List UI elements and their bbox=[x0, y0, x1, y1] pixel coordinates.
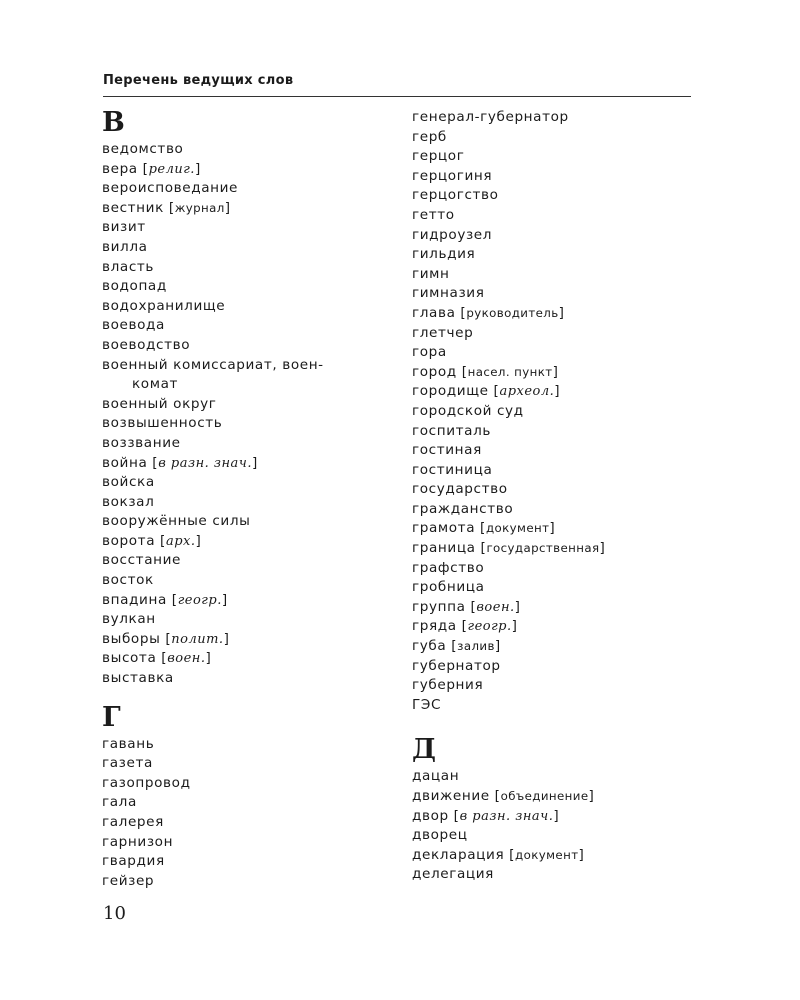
index-entry bbox=[412, 167, 712, 187]
index-entry bbox=[102, 434, 402, 454]
entry-word: вилла bbox=[102, 238, 148, 255]
page-number: 10 bbox=[103, 903, 126, 924]
index-entry bbox=[412, 500, 712, 520]
index-entry bbox=[102, 512, 402, 532]
index-entry bbox=[102, 297, 402, 317]
left-column bbox=[102, 108, 402, 891]
entry-word: грамота bbox=[412, 520, 476, 537]
entry-qualifier: государственная bbox=[486, 541, 600, 556]
entry-word: ГЭС bbox=[412, 696, 442, 713]
index-entry bbox=[102, 610, 402, 630]
entry-qualifier: полит. bbox=[171, 631, 224, 647]
index-entry: война [в разн. знач.] bbox=[102, 454, 258, 471]
entry-word: госпиталь bbox=[412, 422, 492, 439]
header-rule bbox=[103, 96, 691, 97]
entry-word: вооружённые силы bbox=[102, 513, 251, 530]
index-entry bbox=[412, 226, 712, 246]
entry-word: дворец bbox=[412, 827, 468, 844]
index-entry bbox=[102, 813, 402, 833]
index-entry bbox=[102, 258, 402, 278]
entry-word: гора bbox=[412, 344, 447, 361]
index-entry bbox=[412, 147, 712, 167]
entry-word: возвышенность bbox=[102, 415, 223, 432]
index-entry bbox=[102, 735, 402, 755]
entry-word: ведомство bbox=[102, 141, 184, 157]
entry-word: водохранилище bbox=[102, 297, 226, 314]
entry-word: гостиная bbox=[412, 442, 482, 459]
index-entry: группа [воен.] bbox=[412, 598, 521, 615]
section-letter-v: В bbox=[102, 107, 125, 138]
entry-word: городище bbox=[412, 383, 489, 400]
entry-word: выставка bbox=[102, 670, 174, 687]
entry-list-g-part1 bbox=[102, 735, 402, 892]
entry-qualifier: религ. bbox=[148, 161, 195, 177]
entry-list-d bbox=[412, 767, 712, 885]
index-entry bbox=[102, 833, 402, 853]
index-entry bbox=[412, 441, 712, 461]
index-entry: выборы [полит.] bbox=[102, 630, 230, 647]
entry-word: высота bbox=[102, 650, 157, 667]
entry-word: гильдия bbox=[412, 246, 476, 263]
entry-word: гряда bbox=[412, 618, 457, 635]
entry-qualifier: документ bbox=[515, 847, 579, 862]
entry-word: декларация bbox=[412, 846, 505, 863]
entry-word: впадина bbox=[102, 591, 167, 608]
entry-word: вестник bbox=[102, 199, 164, 216]
entry-word: губернатор bbox=[412, 657, 501, 674]
entry-word: герцогиня bbox=[412, 167, 493, 184]
index-entry: декларация [документ] bbox=[412, 846, 585, 863]
index-entry bbox=[102, 774, 402, 794]
entry-qualifier: археол. bbox=[499, 384, 555, 400]
entry-word: выборы bbox=[102, 630, 161, 647]
entry-qualifier: воен. bbox=[476, 599, 515, 615]
entry-word: глетчер bbox=[412, 324, 474, 341]
index-entry: городище [археол.] bbox=[412, 383, 561, 400]
entry-word: гвардия bbox=[102, 853, 165, 870]
entry-qualifier: журнал bbox=[174, 200, 225, 215]
index-entry bbox=[102, 395, 402, 415]
entry-word: визит bbox=[102, 219, 146, 236]
entry-word: гарнизон bbox=[102, 833, 174, 850]
section-letter-g: Г bbox=[102, 701, 121, 733]
index-entry bbox=[412, 245, 712, 265]
index-entry bbox=[412, 265, 712, 285]
index-entry bbox=[412, 461, 712, 481]
index-entry bbox=[102, 277, 402, 297]
entry-word: глава bbox=[412, 304, 456, 321]
index-entry bbox=[102, 669, 402, 689]
index-entry bbox=[102, 336, 402, 356]
index-entry: двор [в разн. знач.] bbox=[412, 807, 560, 824]
index-entry bbox=[102, 140, 402, 160]
entry-continuation: комат bbox=[132, 376, 179, 393]
entry-word: газета bbox=[102, 755, 153, 772]
running-head: Перечень ведущих слов bbox=[103, 73, 294, 88]
index-entry bbox=[412, 402, 712, 422]
entry-word: вулкан bbox=[102, 611, 156, 628]
entry-word: восток bbox=[102, 572, 154, 589]
index-entry bbox=[102, 414, 402, 434]
entry-word: гавань bbox=[102, 735, 155, 752]
entry-word: движение bbox=[412, 788, 490, 804]
index-entry bbox=[412, 128, 712, 148]
entry-word: война bbox=[102, 454, 148, 471]
entry-list-g-part2 bbox=[412, 108, 712, 715]
index-entry: высота [воен.] bbox=[102, 650, 212, 667]
index-entry bbox=[102, 793, 402, 813]
entry-word: гостиница bbox=[412, 461, 493, 478]
index-entry: вера [религ.] bbox=[102, 160, 201, 177]
entry-word: гимназия bbox=[412, 285, 485, 302]
entry-word: гробница bbox=[412, 579, 485, 596]
entry-word: генерал-губернатор bbox=[412, 109, 569, 125]
entry-word: вера bbox=[102, 160, 138, 177]
entry-word: гала bbox=[102, 794, 137, 811]
entry-word: гражданство bbox=[412, 500, 514, 517]
index-entry bbox=[102, 473, 402, 493]
index-entry bbox=[102, 218, 402, 238]
entry-qualifier: геогр. bbox=[467, 619, 512, 635]
index-entry bbox=[412, 108, 712, 128]
entry-word: дацан bbox=[412, 768, 460, 785]
entry-qualifier: в разн. знач. bbox=[158, 455, 253, 471]
entry-qualifier: объединение bbox=[500, 789, 589, 803]
index-entry bbox=[102, 356, 402, 395]
index-entry bbox=[412, 767, 712, 787]
entry-word: воеводство bbox=[102, 336, 191, 353]
entry-word: городской суд bbox=[412, 402, 524, 419]
index-entry bbox=[102, 872, 402, 892]
index-entry: грамота [документ] bbox=[412, 520, 556, 537]
index-entry bbox=[412, 343, 712, 363]
index-entry: ворота [арх.] bbox=[102, 532, 202, 549]
entry-word: графство bbox=[412, 559, 485, 576]
entry-word: вокзал bbox=[102, 493, 155, 510]
entry-qualifier: геогр. bbox=[177, 592, 222, 608]
entry-qualifier: насел. пункт bbox=[467, 364, 553, 379]
entry-word: государство bbox=[412, 481, 508, 498]
right-column bbox=[412, 108, 712, 885]
entry-word: губерния bbox=[412, 677, 484, 694]
index-entry bbox=[412, 284, 712, 304]
entry-word: газопровод bbox=[102, 774, 191, 791]
index-entry: гряда [геогр.] bbox=[412, 618, 518, 635]
entry-qualifier: в разн. знач. bbox=[459, 808, 554, 824]
entry-word: город bbox=[412, 363, 457, 380]
entry-word: гейзер bbox=[102, 872, 155, 889]
index-entry: город [насел. пункт] bbox=[412, 363, 559, 380]
entry-word: вероисповедание bbox=[102, 180, 239, 197]
index-entry bbox=[102, 571, 402, 591]
entry-word: двор bbox=[412, 807, 449, 824]
entry-word: группа bbox=[412, 598, 466, 615]
index-entry bbox=[412, 559, 712, 579]
entry-word: военный округ bbox=[102, 395, 217, 412]
index-entry bbox=[412, 186, 712, 206]
index-entry bbox=[412, 676, 712, 696]
index-entry bbox=[412, 657, 712, 677]
entry-qualifier: залив bbox=[457, 639, 495, 654]
index-entry bbox=[412, 865, 712, 885]
entry-word: военный комиссариат, воен- bbox=[102, 356, 324, 373]
entry-qualifier: документ bbox=[485, 521, 550, 536]
entry-word: войска bbox=[102, 474, 155, 491]
index-entry bbox=[102, 179, 402, 199]
index-entry bbox=[102, 493, 402, 513]
index-entry bbox=[102, 316, 402, 336]
index-entry bbox=[412, 206, 712, 226]
entry-word: власть bbox=[102, 258, 155, 275]
entry-word: воззвание bbox=[102, 434, 181, 451]
index-entry bbox=[412, 578, 712, 598]
index-entry bbox=[102, 238, 402, 258]
index-entry bbox=[102, 754, 402, 774]
index-entry bbox=[102, 551, 402, 571]
index-entry bbox=[412, 324, 712, 344]
entry-word: восстание bbox=[102, 552, 182, 569]
entry-word: гимн bbox=[412, 265, 450, 282]
entry-word: герцогство bbox=[412, 187, 499, 204]
index-entry bbox=[412, 826, 712, 846]
entry-list-v bbox=[102, 140, 402, 689]
index-entry: граница [государственная] bbox=[412, 540, 606, 557]
entry-word: галерея bbox=[102, 814, 164, 830]
entry-word: гетто bbox=[412, 206, 455, 223]
entry-word: гидроузел bbox=[412, 226, 493, 243]
section-letter-d: Д bbox=[412, 734, 437, 766]
entry-word: герб bbox=[412, 128, 447, 145]
entry-word: ворота bbox=[102, 532, 156, 549]
index-entry: движение [объединение] bbox=[412, 788, 595, 804]
index-entry bbox=[102, 852, 402, 872]
entry-word: воевода bbox=[102, 317, 165, 334]
index-entry: вестник [журнал] bbox=[102, 199, 231, 216]
index-entry: глава [руководитель] bbox=[412, 304, 565, 321]
entry-qualifier: руководитель bbox=[466, 305, 559, 320]
index-entry bbox=[412, 696, 712, 716]
index-entry bbox=[412, 480, 712, 500]
index-entry: впадина [геогр.] bbox=[102, 591, 228, 608]
entry-word: герцог bbox=[412, 148, 465, 165]
entry-word: делегация bbox=[412, 866, 494, 883]
index-entry: губа [залив] bbox=[412, 638, 501, 655]
entry-word: губа bbox=[412, 638, 447, 655]
entry-word: водопад bbox=[102, 278, 167, 295]
entry-qualifier: арх. bbox=[165, 533, 196, 549]
index-entry bbox=[412, 422, 712, 442]
entry-qualifier: воен. bbox=[167, 651, 206, 667]
entry-word: граница bbox=[412, 540, 476, 557]
